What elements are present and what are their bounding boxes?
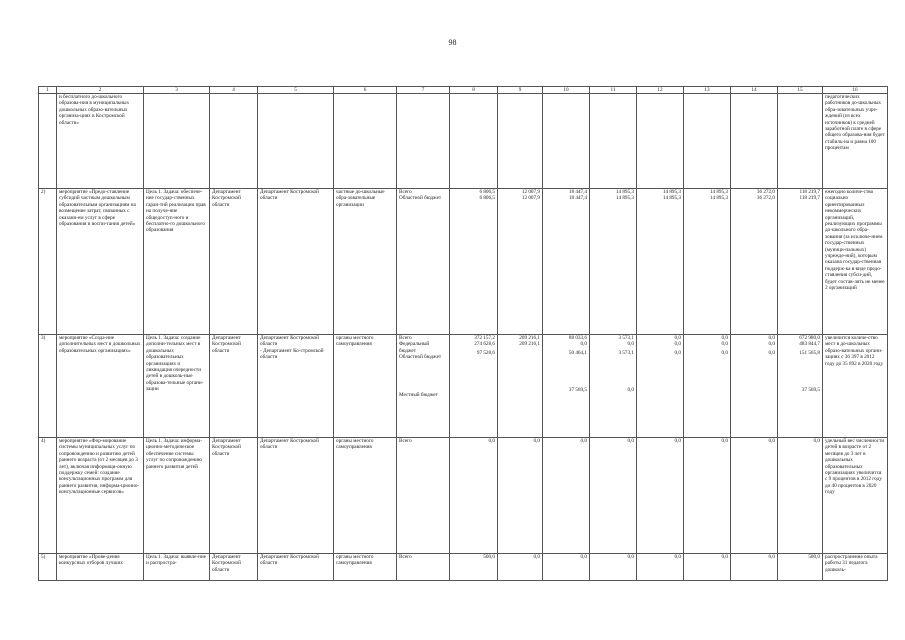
table-row	[39, 189, 888, 335]
header-cell: 2	[57, 87, 144, 94]
expected-result: увеличится количе-ство мест в до-школьных образо-вательных органи-зациях с 36 397 в 2012 году до 35 892 в 2020 году	[823, 335, 888, 438]
value-cell: 14 895,3 14 895,3	[590, 189, 637, 335]
funding-source: Всего	[397, 438, 450, 554]
header-cell: 5	[258, 87, 334, 94]
value-cell: 14 895,3 14 895,3	[684, 189, 731, 335]
goal-task: Цель 1. Задача: обеспече-ние государ-ственных гаран-тий реализации прав на получе-ние общедоступ-ного и бесплатно-го дошкольного образования	[144, 189, 210, 335]
row-number: 4)	[39, 438, 57, 554]
funding-source: Всего Федеральный бюджет Областной бюджет Местный бюджет	[397, 335, 450, 438]
participant: органы местного самоуправления	[334, 438, 397, 554]
value-cell: 14 895,3 14 895,3	[637, 189, 684, 335]
value-cell: 0,0	[543, 554, 590, 581]
value-cell: 209 216,1 209 216,1	[498, 335, 543, 438]
value-cell: 3 573,1 0,0 3 573,1 0,0	[590, 335, 637, 438]
value-cell: 0,0	[637, 438, 684, 554]
funding-source: Всего Областной бюджет	[397, 189, 450, 335]
value-cell: 0,0 0,0 0,0	[731, 335, 778, 438]
participant: органы местного самоуправления	[334, 335, 397, 438]
table-row	[39, 554, 888, 581]
expected-result: распространение опыта работы 31 педагога дошколь-	[823, 554, 888, 581]
header-cell: 15	[778, 87, 823, 94]
value-cell: 6 806,5 6 806,5	[450, 189, 498, 335]
co-executor: Департамент Костромской области	[258, 189, 334, 335]
co-executor: Департамент Костромской области - Департамент Ко-стромской области	[258, 335, 334, 438]
value-cell: 118 219,7 118 219,7	[778, 189, 823, 335]
co-executor: Департамент Костромской области	[258, 554, 334, 581]
measure-name: мероприятие «Предо-ставление субсидий частным дошкольным образовательным организациям на возмещение затрат, связанных с оказани-ем услуг в сфере образования и воспи-тания детей»	[57, 189, 144, 335]
goal-task: Цель 1. Задача: создание дополни-тельных мест в дошкольных образовательных организациях и ликвидация очередности детей в дошколь-ные образова-тельные органи-зации	[144, 335, 210, 438]
value-cell: 0,0	[590, 438, 637, 554]
header-cell: 3	[144, 87, 210, 94]
responsible: Департамент Костромской области	[210, 335, 258, 438]
value-cell: 500,0	[778, 554, 823, 581]
continuation-row	[39, 94, 888, 189]
measure-name: и бесплатного до-школьного образова-ния в муниципальных дошкольных образо-вательных организа-циях в Костромской области»	[57, 94, 144, 189]
header-cell: 9	[498, 87, 543, 94]
responsible: Департамент Костромской области	[210, 554, 258, 581]
expected-result: ежегодно количе-ство социально ориентированных некоммерческих организаций, реализующих программы до-школьного обра-зования (за исключе-нием государ-ственных (муници-пальных) учрежде-ний), которым оказана государ-ственная поддерж-ка в виде предо-ставления субси-дий, будет состав-лять не менее 2 организаций	[823, 189, 888, 335]
expected-result: педагогических работников до-школьных обра-зовательных учре-ждений (из всех источников) к средней заработной плате в сфере общего образова-ния будет стабиль-на и равна 100 процентам	[823, 94, 888, 189]
header-cell: 7	[397, 87, 450, 94]
value-cell: 0,0	[637, 554, 684, 581]
responsible: Департамент Костромской области	[210, 189, 258, 335]
value-cell: 36 272,0 36 272,0	[731, 189, 778, 335]
co-executor: Департамент Костромской области	[258, 438, 334, 554]
value-cell: 0,0	[450, 438, 498, 554]
value-cell: 500,0	[450, 554, 498, 581]
program-table	[38, 86, 888, 581]
value-cell: 0,0	[498, 554, 543, 581]
value-cell: 88 033,6 0,0 50 464,1 37 569,5	[543, 335, 590, 438]
value-cell: 0,0	[543, 438, 590, 554]
header-cell: 8	[450, 87, 498, 94]
value-cell: 0,0	[684, 438, 731, 554]
goal-task: Цель 1. Задача: выявле-ние и распростра-	[144, 554, 210, 581]
value-cell: 0,0 0,0 0,0	[637, 335, 684, 438]
row-number: 3)	[39, 335, 57, 438]
value-cell: 372 157,2 274 628,6 97 528,6	[450, 335, 498, 438]
header-row	[39, 87, 888, 94]
row-number: 5)	[39, 554, 57, 581]
header-cell: 13	[684, 87, 731, 94]
participant: частные до-школьные обра-зовательные организации	[334, 189, 397, 335]
header-cell: 4	[210, 87, 258, 94]
value-cell: 0,0	[590, 554, 637, 581]
value-cell: 672 980,0 483 844,7 151 565,8 37 569,5	[778, 335, 823, 438]
value-cell: 0,0 0,0 0,0	[684, 335, 731, 438]
funding-source: Всего	[397, 554, 450, 581]
table-row	[39, 438, 888, 554]
value-cell: 0,0	[778, 438, 823, 554]
value-cell: 0,0	[684, 554, 731, 581]
expected-result: удельный вес численности детей в возрасте от 2 месяцев до 3 лет в дошкольных образовательных организациях увеличится с 9 процентов в 2012 году до 40 процентов в 2020 году	[823, 438, 888, 554]
measure-name: мероприятие «Прове-дение конкурсных отборов лучших	[57, 554, 144, 581]
participant: органы местного самоуправления	[334, 554, 397, 581]
value-cell: 18 447,4 18 447,4	[543, 189, 590, 335]
header-cell: 16	[823, 87, 888, 94]
table-row	[39, 335, 888, 438]
goal-task: Цель 1. Задача: информа-ционно-методическое обеспечение системы услуг по сопровождению раннего развития детей	[144, 438, 210, 554]
header-cell: 12	[637, 87, 684, 94]
header-cell: 6	[334, 87, 397, 94]
header-cell: 10	[543, 87, 590, 94]
responsible: Департамент Костромской области	[210, 438, 258, 554]
value-cell: 12 007,9 12 007,9	[498, 189, 543, 335]
header-cell: 1	[39, 87, 57, 94]
header-cell: 14	[731, 87, 778, 94]
value-cell: 0,0	[731, 554, 778, 581]
header-cell: 11	[590, 87, 637, 94]
page-number: 98	[448, 38, 457, 47]
measure-name: мероприятие «Созда-ние дополнительных мест в дошкольных образовательных организациях»	[57, 335, 144, 438]
value-cell: 0,0	[498, 438, 543, 554]
value-cell: 0,0	[731, 438, 778, 554]
measure-name: мероприятие «Фор-мирование системы муниципальных услуг по сопровождению и развитию детей раннего возраста (от 2 месяцев до 3 лет), включая информаци-онную поддержку семей: создание консультационных программ для раннего развития, информа-ционно-консультационные сервисов»	[57, 438, 144, 554]
row-number: 2)	[39, 189, 57, 335]
